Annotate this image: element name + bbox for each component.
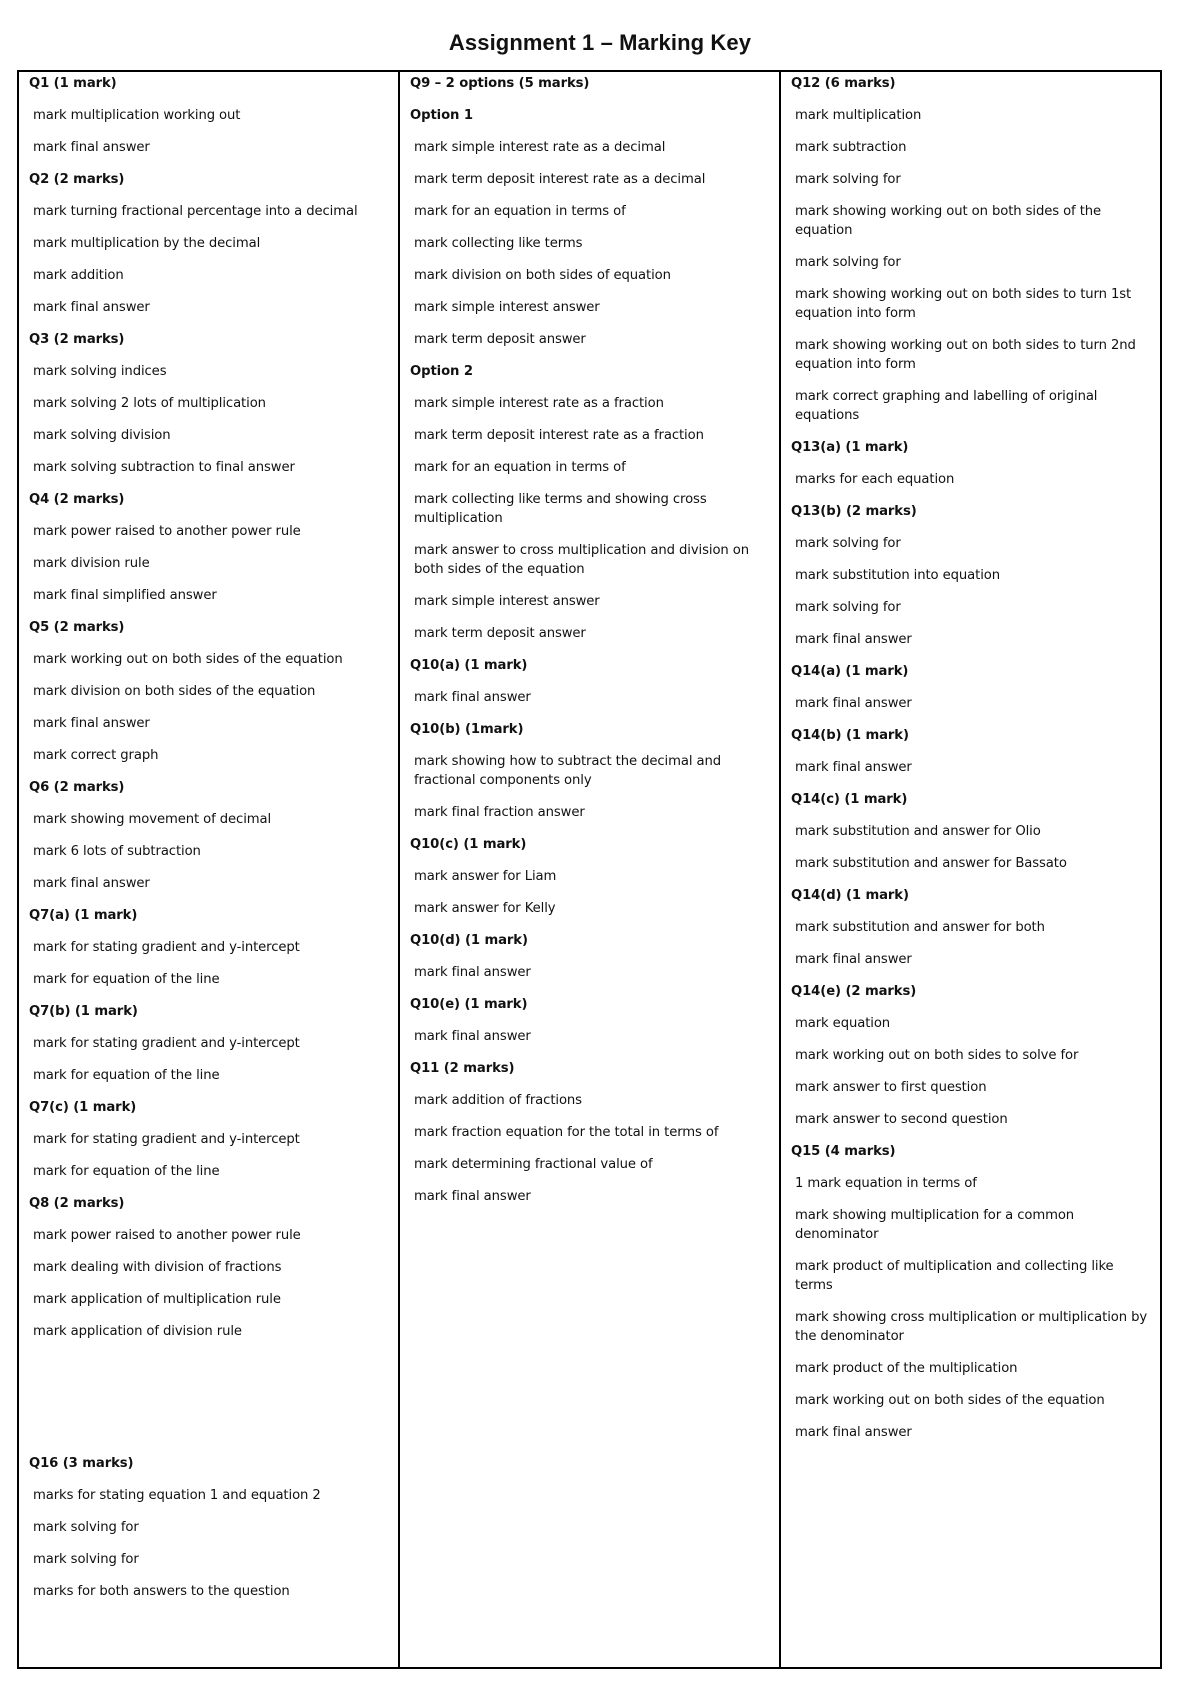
column-middle [398, 72, 779, 1667]
section-heading: Q4 (2 marks) [29, 492, 125, 507]
section-heading: Q13(a) (1 mark) [791, 440, 909, 455]
marking-criterion: mark working out on both sides of the equation [795, 1393, 1105, 1408]
section-heading: Q10(e) (1 mark) [410, 997, 528, 1012]
marking-criterion: mark application of division rule [33, 1324, 242, 1339]
marking-criterion: mark division on both sides of the equation [33, 684, 316, 699]
marking-criterion: mark simple interest answer [414, 300, 600, 315]
marking-criterion: mark answer for Kelly [414, 901, 556, 916]
marking-criterion: mark final answer [33, 876, 150, 891]
marking-criterion: mark addition [33, 268, 124, 283]
marking-criterion: mark subtraction [795, 140, 907, 155]
page-title: Assignment 1 – Marking Key [448, 30, 752, 55]
marking-criterion: mark multiplication [795, 108, 922, 123]
marking-criterion: mark power raised to another power rule [33, 524, 301, 539]
marking-criterion: mark term deposit interest rate as a fraction [414, 428, 704, 443]
section-heading: Q6 (2 marks) [29, 780, 125, 795]
section-heading: Q14(e) (2 marks) [791, 984, 917, 999]
marking-criterion: mark term deposit answer [414, 626, 586, 641]
marking-criterion: mark solving division [33, 428, 171, 443]
section-heading: Q9 – 2 options (5 marks) [410, 76, 590, 91]
marking-criterion: mark final answer [795, 696, 912, 711]
marking-criterion: mark answer for Liam [414, 869, 557, 884]
marking-criterion: mark multiplication by the decimal [33, 236, 261, 251]
section-heading: Q10(b) (1mark) [410, 722, 524, 737]
section-heading: Q10(d) (1 mark) [410, 933, 528, 948]
marking-criterion: mark fraction equation for the total in terms of [414, 1125, 719, 1140]
marking-criterion: mark correct graphing and labelling of original equations [795, 389, 1098, 423]
marking-criterion: mark for an equation in terms of [414, 460, 626, 475]
marking-criterion: mark showing movement of decimal [33, 812, 272, 827]
section-heading: Q15 (4 marks) [791, 1144, 896, 1159]
marking-criterion: mark showing cross multiplication or multiplication by the denominator [795, 1310, 1148, 1344]
section-heading: Q10(a) (1 mark) [410, 658, 528, 673]
section-heading: Q3 (2 marks) [29, 332, 125, 347]
section-heading: Q14(b) (1 mark) [791, 728, 909, 743]
marking-criterion: mark for stating gradient and y-intercept [33, 1132, 300, 1147]
marking-criterion: mark substitution and answer for Bassato [795, 856, 1067, 871]
marking-criterion: mark final answer [414, 965, 531, 980]
marking-criterion: mark product of multiplication and collecting like terms [795, 1259, 1114, 1293]
column-right [779, 72, 1160, 1667]
marking-criterion: mark final answer [795, 632, 912, 647]
section-heading: Q10(c) (1 mark) [410, 837, 527, 852]
marking-criterion: mark final answer [795, 952, 912, 967]
marking-criterion: mark substitution into equation [795, 568, 1001, 583]
marking-criterion: mark for stating gradient and y-intercept [33, 940, 300, 955]
section-heading: Q8 (2 marks) [29, 1196, 125, 1211]
section-heading: Q1 (1 mark) [29, 76, 117, 91]
marking-criterion: mark term deposit interest rate as a decimal [414, 172, 706, 187]
section-heading: Q5 (2 marks) [29, 620, 125, 635]
marking-criterion: mark collecting like terms and showing cross multiplication [414, 492, 707, 526]
marking-criterion: mark product of the multiplication [795, 1361, 1018, 1376]
marking-criterion: mark dealing with division of fractions [33, 1260, 282, 1275]
marking-criterion: mark final answer [414, 1029, 531, 1044]
marking-criterion: mark division rule [33, 556, 150, 571]
marking-criterion: mark showing working out on both sides to turn 1st equation into form [795, 287, 1132, 321]
marking-criterion: mark final answer [414, 1189, 531, 1204]
marking-criterion: mark 6 lots of subtraction [33, 844, 201, 859]
marking-key-table [17, 70, 1162, 1669]
marking-criterion: mark answer to cross multiplication and division on both sides of the equation [414, 543, 749, 577]
marking-criterion: mark showing multiplication for a common denominator [795, 1208, 1075, 1242]
marking-criterion: mark correct graph [33, 748, 159, 763]
marking-criterion: mark solving for [795, 536, 901, 551]
marking-criterion: mark collecting like terms [414, 236, 583, 251]
marking-criterion: mark substitution and answer for both [795, 920, 1045, 935]
marking-criterion: mark working out on both sides of the equation [33, 652, 343, 667]
marking-criterion: mark term deposit answer [414, 332, 586, 347]
marking-criterion: mark solving for [33, 1520, 139, 1535]
section-heading: Q7(b) (1 mark) [29, 1004, 138, 1019]
marking-criterion: mark for stating gradient and y-intercept [33, 1036, 300, 1051]
column-left [19, 72, 398, 1667]
marking-criterion: mark final answer [33, 140, 150, 155]
marking-criterion: marks for stating equation 1 and equation 2 [33, 1488, 321, 1503]
marking-criterion: mark showing how to subtract the decimal and fractional components only [414, 754, 721, 788]
marking-criterion: mark final answer [33, 716, 150, 731]
marking-criterion: mark determining fractional value of [414, 1157, 653, 1172]
section-heading: Option 2 [410, 364, 473, 379]
section-heading: Q13(b) (2 marks) [791, 504, 917, 519]
marking-criterion: mark simple interest rate as a fraction [414, 396, 664, 411]
section-heading: Q14(c) (1 mark) [791, 792, 908, 807]
marking-criterion: mark final fraction answer [414, 805, 585, 820]
marking-criterion: mark power raised to another power rule [33, 1228, 301, 1243]
section-heading: Q7(a) (1 mark) [29, 908, 138, 923]
marking-criterion: mark showing working out on both sides to turn 2nd equation into form [795, 338, 1136, 372]
marking-criterion: mark division on both sides of equation [414, 268, 671, 283]
marking-criterion: mark final answer [795, 1425, 912, 1440]
marking-criterion: mark application of multiplication rule [33, 1292, 281, 1307]
marking-criterion: mark solving for [795, 600, 901, 615]
section-heading: Q14(a) (1 mark) [791, 664, 909, 679]
marking-criterion: mark equation [795, 1016, 891, 1031]
section-heading: Q11 (2 marks) [410, 1061, 515, 1076]
section-heading: Option 1 [410, 108, 473, 123]
marking-criterion: mark for equation of the line [33, 1068, 220, 1083]
marking-criterion: mark solving subtraction to final answer [33, 460, 295, 475]
column-spacer [29, 1354, 386, 1454]
marking-criterion: mark solving indices [33, 364, 167, 379]
section-heading: Q12 (6 marks) [791, 76, 896, 91]
marking-criterion: mark showing working out on both sides of the equation [795, 204, 1102, 238]
section-heading: Q16 (3 marks) [29, 1456, 134, 1471]
marking-criterion: mark solving 2 lots of multiplication [33, 396, 266, 411]
marking-criterion: marks for each equation [795, 472, 955, 487]
marking-criterion: mark answer to first question [795, 1080, 987, 1095]
marking-criterion: mark working out on both sides to solve for [795, 1048, 1079, 1063]
marking-criterion: marks for both answers to the question [33, 1584, 290, 1599]
marking-criterion: 1 mark equation in terms of [795, 1176, 977, 1191]
marking-criterion: mark multiplication working out [33, 108, 241, 123]
marking-criterion: mark solving for [795, 255, 901, 270]
marking-criterion: mark final answer [33, 300, 150, 315]
section-heading: Q2 (2 marks) [29, 172, 125, 187]
marking-criterion: mark simple interest rate as a decimal [414, 140, 666, 155]
marking-criterion: mark turning fractional percentage into a decimal [33, 204, 358, 219]
section-heading: Q7(c) (1 mark) [29, 1100, 137, 1115]
marking-criterion: mark for equation of the line [33, 1164, 220, 1179]
marking-criterion: mark simple interest answer [414, 594, 600, 609]
marking-criterion: mark for equation of the line [33, 972, 220, 987]
marking-criterion: mark solving for [795, 172, 901, 187]
marking-criterion: mark final simplified answer [33, 588, 217, 603]
marking-criterion: mark solving for [33, 1552, 139, 1567]
marking-criterion: mark for an equation in terms of [414, 204, 626, 219]
marking-criterion: mark final answer [795, 760, 912, 775]
marking-criterion: mark final answer [414, 690, 531, 705]
marking-criterion: mark answer to second question [795, 1112, 1008, 1127]
section-heading: Q14(d) (1 mark) [791, 888, 909, 903]
marking-criterion: mark substitution and answer for Olio [795, 824, 1041, 839]
marking-criterion: mark addition of fractions [414, 1093, 582, 1108]
